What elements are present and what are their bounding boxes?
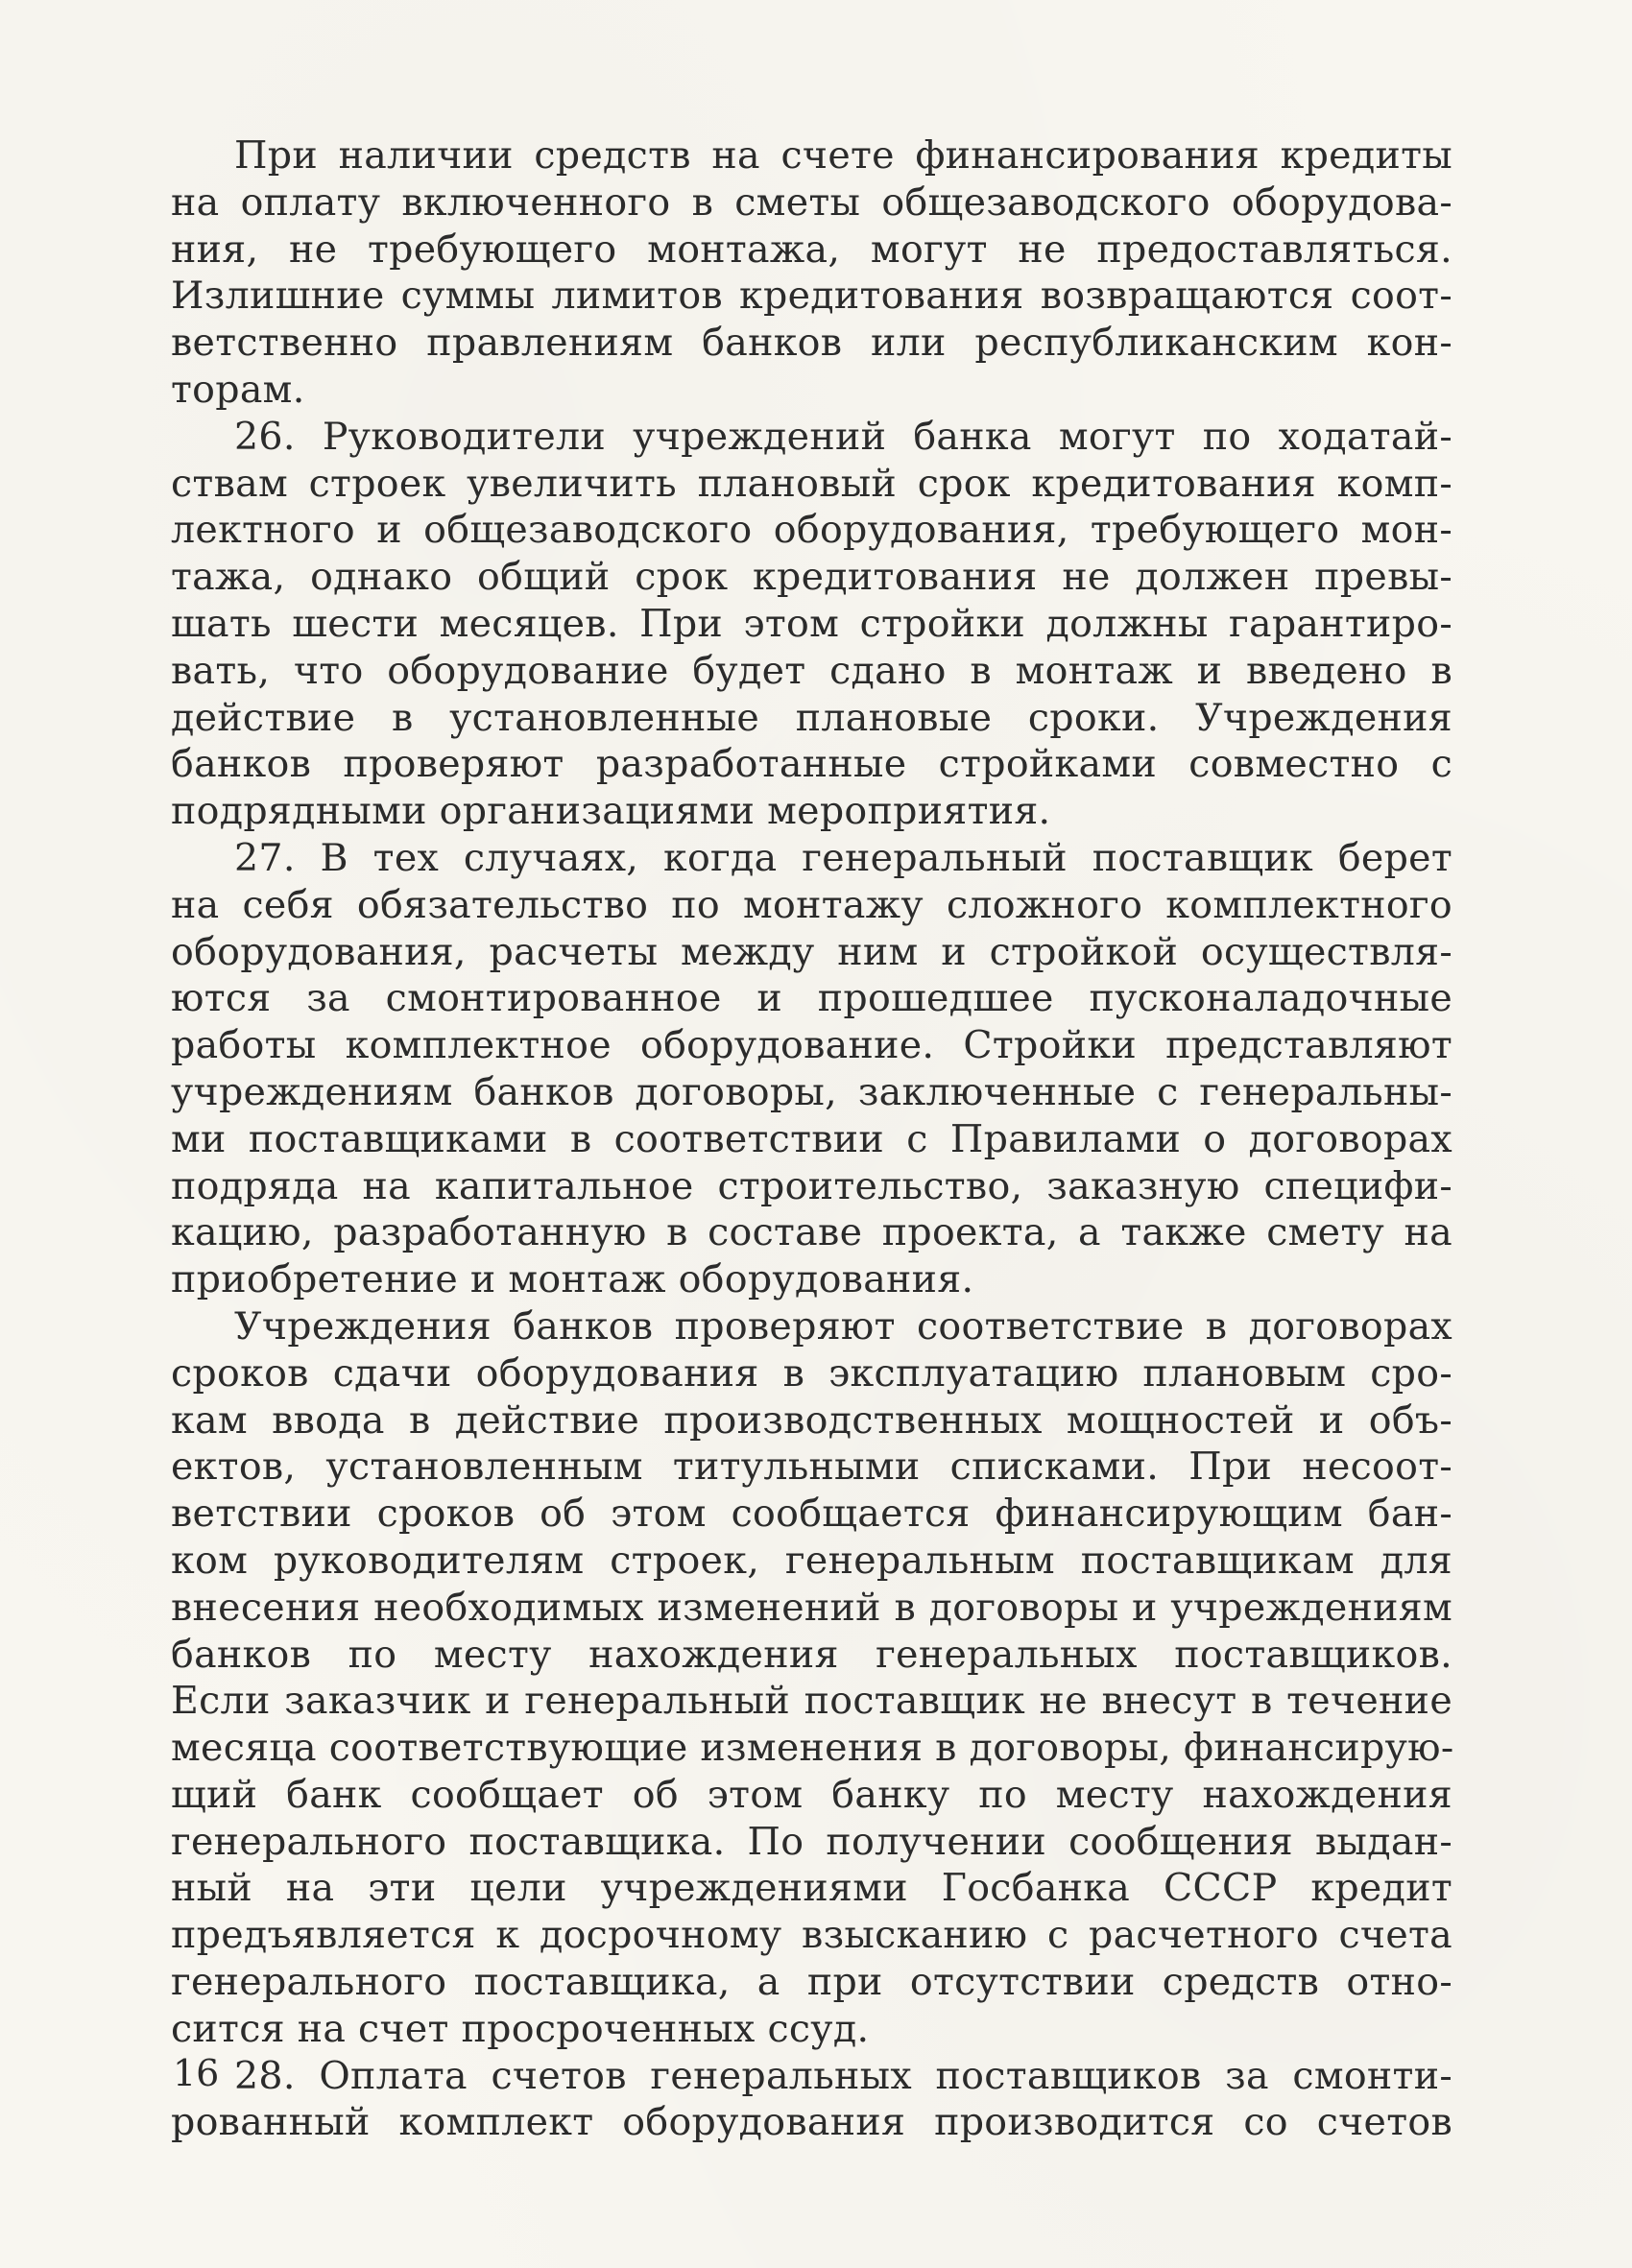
text-line: 27. В тех случаях, когда генеральный поставщик берет	[234, 835, 1452, 880]
body-text	[171, 132, 1452, 2146]
text-line: ветствии сроков об этом сообщается финансирующим бан-	[171, 1492, 1452, 1537]
text-line: Излишние суммы лимитов кредитования возвращаются соот-	[171, 274, 1452, 319]
text-line: работы комплектное оборудование. Стройки представляют	[171, 1023, 1452, 1068]
text-line: При наличии средств на счете финансирования кредиты	[234, 133, 1452, 178]
text-line: учреждениям банков договоры, заключенные с генеральны-	[171, 1069, 1452, 1114]
text-line: ный на эти цели учреждениями Госбанка СССР кредит	[171, 1866, 1452, 1911]
text-line: Если заказчик и генеральный поставщик не внесут в течение	[171, 1679, 1452, 1724]
text-line: месяца соответствующие изменения в договоры, финансирую-	[171, 1726, 1454, 1771]
text-line: торам.	[171, 367, 305, 412]
text-line: ектов, установленным титульными списками. При несоот-	[171, 1444, 1452, 1490]
text-line: подрядными организациями мероприятия.	[171, 789, 1051, 834]
text-line: ствам строек увеличить плановый срок кредитования комп-	[171, 461, 1452, 506]
text-line: предъявляется к досрочному взысканию с расчетного счета	[171, 1913, 1452, 1958]
text-line: рованный комплект оборудования производится со счетов	[171, 2100, 1452, 2145]
page-number: 16	[173, 2052, 220, 2094]
text-line: внесения необходимых изменений в договоры и учреждениям	[171, 1585, 1452, 1630]
text-line: ком руководителям строек, генеральным поставщикам для	[171, 1538, 1452, 1583]
text-line: 26. Руководители учреждений банка могут по ходатай-	[234, 414, 1452, 459]
text-line: 28. Оплата счетов генеральных поставщиков за смонти-	[234, 2053, 1452, 2098]
text-line: действие в установленные плановые сроки. Учреждения	[171, 695, 1452, 740]
text-line: вать, что оборудование будет сдано в монтаж и введено в	[171, 648, 1452, 693]
text-line: сроков сдачи оборудования в эксплуатацию плановым сро-	[171, 1350, 1452, 1396]
text-line: кацию, разработанную в составе проекта, а также смету на	[171, 1210, 1452, 1255]
text-line: банков проверяют разработанные стройками совместно с	[171, 742, 1452, 787]
text-line: на себя обязательство по монтажу сложного комплектного	[171, 882, 1452, 927]
text-line: на оплату включенного в сметы общезаводского оборудова-	[171, 179, 1452, 225]
text-line: банков по месту нахождения генеральных поставщиков.	[171, 1632, 1452, 1677]
text-line: ветственно правлениям банков или республиканским кон-	[171, 321, 1452, 366]
text-line: ми поставщиками в соответствии с Правилами о договорах	[171, 1116, 1452, 1161]
text-line: приобретение и монтаж оборудования.	[171, 1257, 974, 1302]
text-line: оборудования, расчеты между ним и стройкой осуществля-	[171, 929, 1452, 974]
text-line: подряда на капитальное строительство, заказную специфи-	[171, 1163, 1452, 1208]
text-line: генерального поставщика, а при отсутствии средств отно-	[171, 1960, 1452, 2005]
text-line: щий банк сообщает об этом банку по месту нахождения	[171, 1772, 1452, 1817]
text-line: генерального поставщика. По получении сообщения выдан-	[171, 1819, 1452, 1864]
text-line: сится на счет просроченных ссуд.	[171, 2006, 870, 2051]
text-line: лектного и общезаводского оборудования, требующего мон-	[171, 508, 1452, 553]
text-line: ния, не требующего монтажа, могут не предоставляться.	[171, 227, 1452, 272]
text-line: Учреждения банков проверяют соответствие в договорах	[234, 1303, 1452, 1349]
text-line: тажа, однако общий срок кредитования не должен превы-	[171, 555, 1452, 600]
text-line: кам ввода в действие производственных мощностей и объ-	[171, 1397, 1452, 1443]
text-line: ются за смонтированное и прошедшее пусконаладочные	[171, 976, 1452, 1021]
text-line: шать шести месяцев. При этом стройки должны гарантиро-	[171, 601, 1452, 646]
